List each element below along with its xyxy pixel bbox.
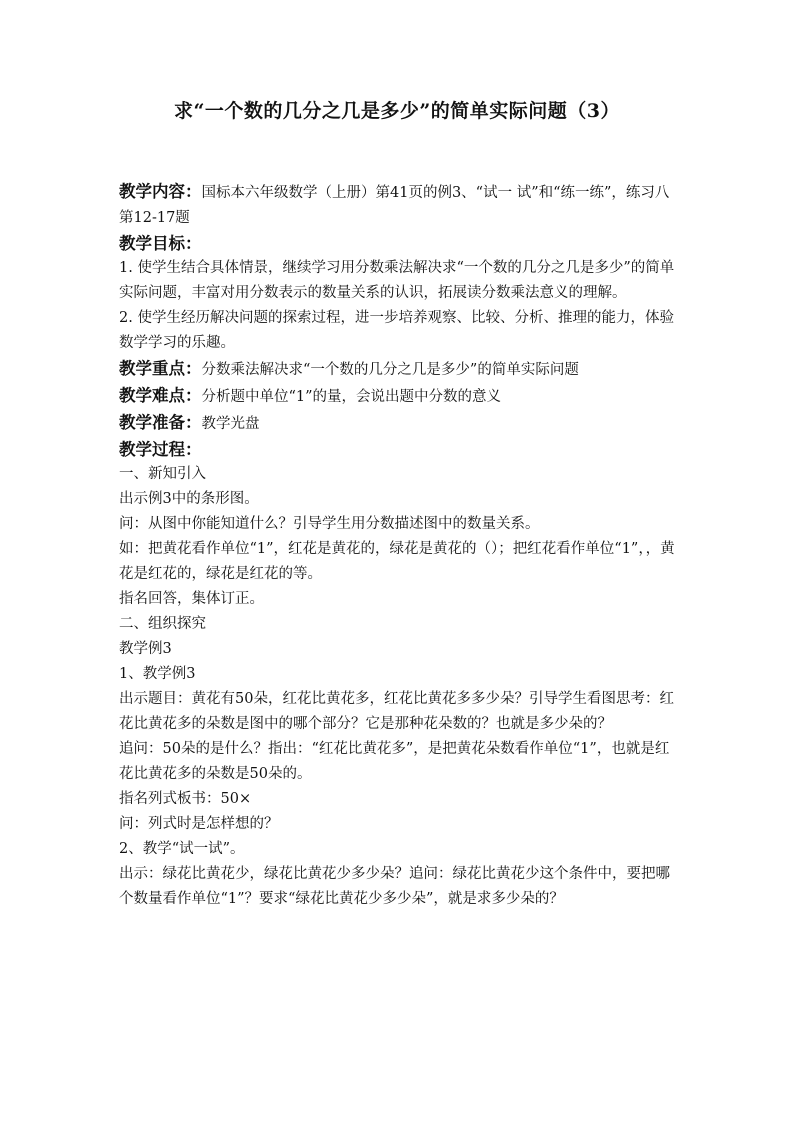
- process-line: 2、教学“试一试”。: [119, 841, 245, 857]
- preparation-text: 教学光盘: [201, 416, 260, 432]
- process-line: 一、新知引入: [119, 466, 206, 482]
- process-line: 出示题目：黄花有50朵，红花比黄花多，红花比黄花多多少朵？引导学生看图思考：红花比黄花多的朵数是图中的哪个部分？它是那种花朵数的？也就是多少朵的？: [119, 691, 674, 732]
- process-line: 指名列式板书：50×: [119, 791, 252, 807]
- difficulty-line: [119, 383, 679, 410]
- process-line: 指名回答，集体订正。: [119, 591, 264, 607]
- goal-1: 1. 使学生结合具体情景，继续学习用分数乘法解决求“一个数的几分之几是多少”的简单实际问题，丰富对用分数表示的数量关系的认识，拓展读分数乘法意义的理解。: [119, 260, 675, 301]
- preparation-line: [119, 410, 679, 437]
- key-point-text: 分数乘法解决求“一个数的几分之几是多少”的简单实际问题: [201, 362, 579, 378]
- goal-2: 2. 使学生经历解决问题的探索过程，进一步培养观察、比较、分析、推理的能力，体验数学学习的乐趣。: [119, 310, 674, 351]
- content-line: [119, 179, 679, 231]
- goals-heading: 教学目标：: [119, 234, 202, 253]
- document-body: [119, 179, 679, 912]
- process-line: 如：把黄花看作单位“1”，红花是黄花的，绿花是黄花的（）；把红花看作单位“1”，，黄花是红花的，绿花是红花的等。: [119, 541, 675, 582]
- preparation-label: 教学准备：: [119, 413, 202, 432]
- key-point-line: [119, 356, 679, 383]
- process-line: 出示例3中的条形图。: [119, 491, 259, 507]
- document-title: 求“一个数的几分之几是多少”的简单实际问题（3）: [173, 100, 621, 122]
- process-heading: 教学过程：: [119, 440, 202, 459]
- difficulty-text: 分析题中单位“1”的量，会说出题中分数的意义: [201, 389, 502, 405]
- difficulty-label: 教学难点：: [119, 386, 202, 405]
- process-line: 追问：50朵的是什么？指出：“红花比黄花多”，是把黄花朵数看作单位“1”，也就是红花比黄花多的朵数是50朵的。: [119, 741, 670, 782]
- process-line: 教学例3: [119, 641, 172, 657]
- process-line: 问：从图中你能知道什么？引导学生用分数描述图中的数量关系。: [119, 516, 540, 532]
- process-line: 1、教学例3: [119, 666, 196, 682]
- process-line: 二、组织探究: [119, 616, 206, 632]
- process-line: 出示：绿花比黄花少，绿花比黄花少多少朵？追问：绿花比黄花少这个条件中，要把哪个数量看作单位“1”？要求“绿花比黄花少多少朵”，就是求多少朵的？: [119, 866, 670, 907]
- content-text: 国标本六年级数学（上册）第41页的例3、“试一 试”和“练一练”，练习八第12-17题: [119, 185, 670, 226]
- key-point-label: 教学重点：: [119, 359, 202, 378]
- process-line: 问：列式时是怎样想的？: [119, 816, 279, 832]
- content-label: 教学内容：: [119, 182, 202, 201]
